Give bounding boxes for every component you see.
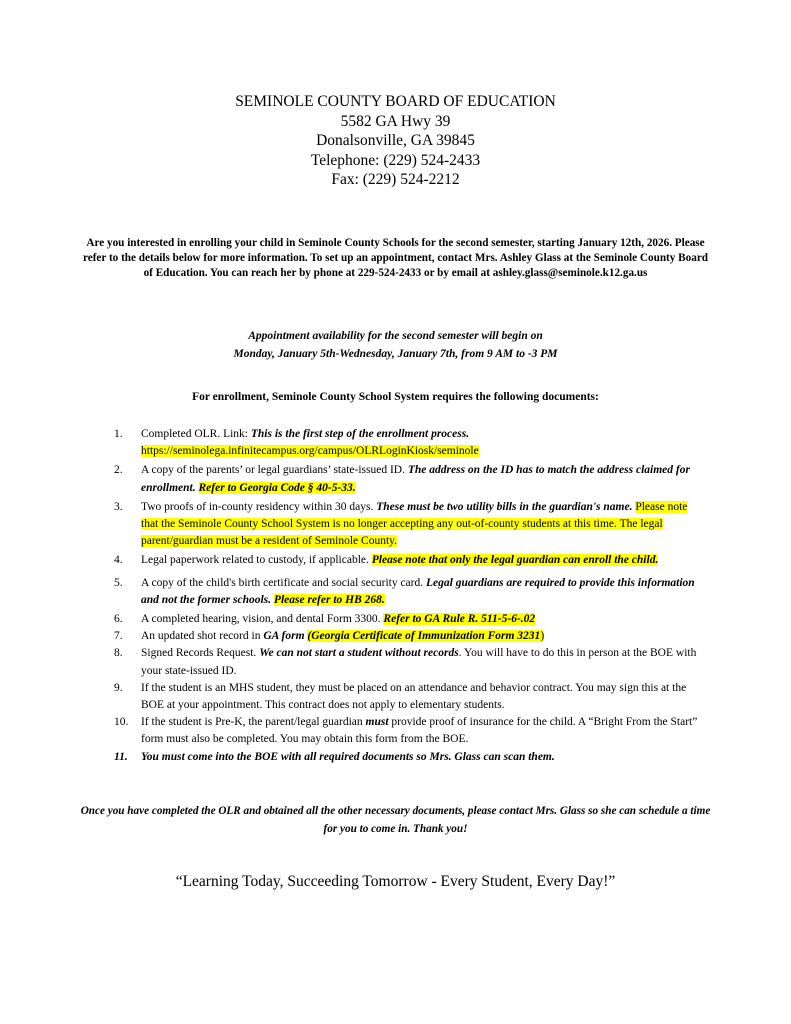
item-number: 9. bbox=[114, 681, 123, 694]
item-text: Completed OLR. Link: bbox=[141, 428, 251, 440]
item-text: Signed Records Request. bbox=[141, 647, 260, 660]
requirements-heading: For enrollment, Seminole County School System requires the following documents: bbox=[192, 391, 599, 403]
appointment-line-1: Appointment availability for the second semester will begin on bbox=[248, 330, 543, 342]
org-name: SEMINOLE COUNTY BOARD OF EDUCATION bbox=[235, 93, 556, 110]
item-text: An updated shot record in bbox=[141, 630, 264, 643]
item-number: 1. bbox=[114, 428, 123, 440]
item-number: 2. bbox=[114, 464, 123, 477]
item-text: A copy of the parents’ or legal guardians’ state-issued ID. bbox=[141, 464, 408, 477]
item-text: If the student is Pre-K, the parent/legal guardian bbox=[141, 716, 366, 729]
item-text-cont: provide proof of insurance for the child. A “Bright From the Start” form must also be completed. You may obtain this form from the BOE. bbox=[141, 716, 698, 746]
list-item bbox=[114, 611, 698, 628]
item-reference: Refer to Georgia Code § 40-5-33. bbox=[198, 481, 356, 494]
list-item bbox=[114, 680, 698, 714]
required-documents-list bbox=[114, 426, 698, 766]
item-text: If the student is an MHS student, they must be placed on an attendance and behavior contract. You may sign this at the BOE at your appointment. This contract does not apply to elementary students. bbox=[141, 681, 687, 712]
item-number: 6. bbox=[114, 613, 123, 626]
list-item bbox=[114, 575, 698, 609]
telephone: Telephone: (229) 524-2433 bbox=[310, 151, 481, 169]
list-item bbox=[114, 462, 698, 496]
item-note: GA form bbox=[263, 630, 308, 643]
item-text: Legal paperwork related to custody, if applicable. bbox=[141, 554, 372, 567]
address-line-2: Donalsonville, GA 39845 bbox=[316, 132, 475, 149]
item-note: The address on the ID has to match the address claimed for enrollment. bbox=[141, 464, 690, 494]
item-number: 3. bbox=[114, 500, 123, 513]
item-note: Please note that only the legal guardian can enroll the child. bbox=[371, 554, 659, 567]
list-item bbox=[114, 714, 698, 748]
fax: Fax: (229) 524-2212 bbox=[331, 171, 460, 188]
letterhead bbox=[0, 92, 791, 190]
item-number: 10. bbox=[114, 716, 129, 729]
item-text-cont: . You will have to do this in person at the BOE with your state-issued ID. bbox=[141, 647, 697, 677]
item-number: 8. bbox=[114, 647, 123, 660]
item-number: 4. bbox=[114, 554, 123, 567]
list-item bbox=[114, 645, 698, 679]
item-text: A completed hearing, vision, and dental Form 3300. bbox=[141, 613, 384, 626]
list-item bbox=[114, 426, 698, 460]
item-note: must bbox=[365, 716, 389, 729]
item-text-close: ) bbox=[540, 630, 545, 643]
list-item bbox=[114, 749, 698, 766]
intro-paragraph: Are you interested in enrolling your child in Seminole County Schools for the second semester, starting January 12th, 2026. Please refer to the details below for more information. To set up an appointment, contact Mrs. Ashley Glass at the Seminole County Board of Education. You can reach her by phone at 229-524-2433 or by email at ashley.glass@seminole.k12.ga.us bbox=[82, 237, 709, 279]
residency-notice: Please note that the Seminole County School System is no longer accepting any out-of-county students at this time. The legal parent/guardian must be a resident of Seminole County. bbox=[141, 500, 688, 548]
item-note: This is the first step of the enrollment process. bbox=[250, 428, 470, 440]
item-text: A copy of the child's birth certificate and social security card. bbox=[141, 576, 426, 589]
olr-link[interactable]: https://seminolega.infinitecampus.org/campus/OLRLoginKiosk/seminole bbox=[141, 445, 479, 458]
appointment-availability bbox=[80, 328, 711, 363]
item-note: Legal guardians are required to provide this information and not the former schools. bbox=[141, 576, 695, 606]
item-number: 11. bbox=[114, 750, 128, 763]
item-text: You must come into the BOE with all required documents so Mrs. Glass can scan them. bbox=[141, 750, 555, 763]
item-reference: (Georgia Certificate of Immunization Form 3231 bbox=[307, 630, 541, 643]
list-item bbox=[114, 499, 698, 551]
item-reference: Please refer to HB 268. bbox=[273, 593, 385, 606]
list-item bbox=[114, 552, 698, 569]
item-note: These must be two utility bills in the guardian's name. bbox=[376, 500, 633, 513]
item-reference: Refer to GA Rule R. 511-5-6-.02 bbox=[383, 613, 536, 626]
motto: “Learning Today, Succeeding Tomorrow - Every Student, Every Day!” bbox=[175, 873, 616, 890]
address-line-1: 5582 GA Hwy 39 bbox=[340, 112, 451, 130]
list-item bbox=[114, 628, 698, 645]
item-text: Two proofs of in-county residency within 30 days. bbox=[141, 500, 377, 513]
item-number: 7. bbox=[114, 630, 123, 643]
appointment-line-2: Monday, January 5th-Wednesday, January 7th, from 9 AM to -3 PM bbox=[233, 347, 558, 360]
item-note: We can not start a student without records bbox=[259, 647, 459, 660]
closing-paragraph: Once you have completed the OLR and obtained all the other necessary documents, please contact Mrs. Glass so she can schedule a time for you to come in. Thank you! bbox=[80, 805, 711, 835]
item-number: 5. bbox=[114, 576, 123, 589]
